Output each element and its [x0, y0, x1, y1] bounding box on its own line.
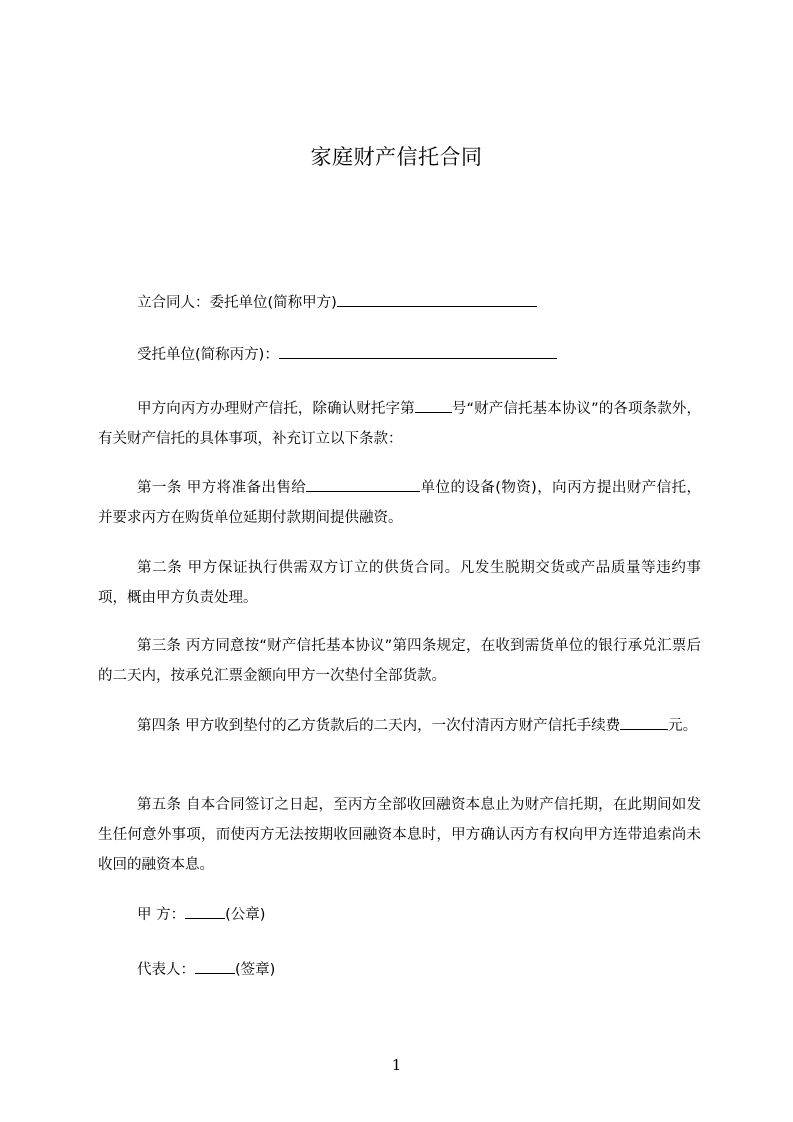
article-1-text-2: 单位的设备(物资)，向丙方提出财产信托，并要求丙方在购货单位延期付款期间提供融资。	[98, 480, 702, 526]
article-4-text-2: 元。	[668, 718, 698, 734]
signature-party-blank	[185, 903, 225, 919]
article-1-text-1: 第一条 甲方将准备出售给	[137, 480, 307, 496]
article-4-blank	[620, 714, 668, 730]
article-1-blank	[306, 476, 420, 492]
signature-rep-blank	[195, 958, 235, 974]
page-number: 1	[391, 1056, 402, 1074]
party-c-blank	[279, 343, 557, 359]
article-1	[98, 473, 701, 533]
intro-blank	[415, 397, 452, 413]
party-a-label: 立合同人：委托单位(简称甲方)	[137, 295, 337, 311]
article-2	[98, 553, 701, 613]
party-a-blank	[337, 291, 537, 307]
article-5	[98, 790, 701, 880]
party-c-line	[137, 343, 557, 366]
article-2-text: 第二条 甲方保证执行供需双方订立的供货合同。凡发生脱期交货或产品质量等违约事项，概由甲方负责处理。	[98, 560, 701, 606]
article-3	[98, 631, 701, 691]
signature-party-suffix: (公章)	[225, 907, 266, 923]
signature-party-line	[137, 903, 265, 926]
signature-rep-suffix: (签章)	[235, 962, 276, 978]
article-4-text-1: 第四条 甲方收到垫付的乙方货款后的二天内，一次付清丙方财产信托手续费	[137, 718, 621, 734]
intro-text-2: 号“财产信托基本协议”的各项条款外，有关财产信托的具体事项，补充订立以下条款：	[98, 401, 701, 447]
party-a-line	[137, 291, 537, 314]
signature-rep-line	[137, 958, 275, 981]
intro-paragraph	[98, 394, 701, 454]
article-3-text: 第三条 丙方同意按“财产信托基本协议”第四条规定，在收到需货单位的银行承兑汇票后的二天内，按承兑汇票金额向甲方一次垫付全部货款。	[98, 638, 701, 684]
party-c-label: 受托单位(简称丙方)：	[137, 347, 279, 363]
intro-text-1: 甲方向丙方办理财产信托，除确认财托字第	[137, 401, 415, 417]
signature-party-label: 甲 方：	[137, 907, 186, 923]
article-4	[98, 711, 701, 741]
signature-rep-label: 代表人：	[137, 962, 195, 978]
article-5-text: 第五条 自本合同签订之日起，至丙方全部收回融资本息止为财产信托期，在此期间如发生任何意外事项，而使丙方无法按期收回融资本息时，甲方确认丙方有权向甲方连带追索尚未收回的融资本息。	[98, 797, 701, 873]
document-title: 家庭财产信托合同	[310, 145, 483, 169]
